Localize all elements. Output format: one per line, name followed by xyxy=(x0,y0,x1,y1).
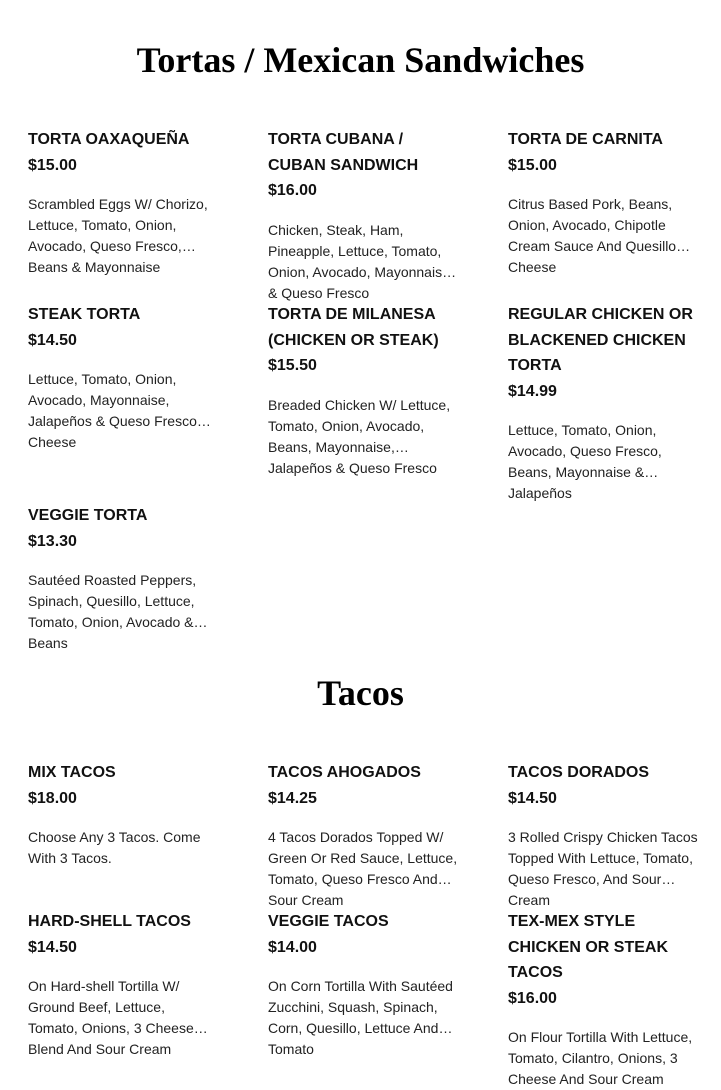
menu-item-regular-chicken-torta[interactable] xyxy=(508,302,698,502)
menu-item-tex-mex-tacos[interactable] xyxy=(508,909,698,1090)
menu-item-veggie-torta[interactable] xyxy=(28,503,218,652)
section-title-tortas: Tortas / Mexican Sandwiches xyxy=(136,40,585,80)
menu-item-price: $14.99 xyxy=(508,382,557,400)
section-title-tacos: Tacos xyxy=(317,673,404,713)
menu-item-torta-cubana[interactable] xyxy=(268,127,458,301)
menu-item-name: TORTA DE MILANESA (CHICKEN OR STEAK) xyxy=(268,306,439,349)
menu-item-description: On Hard-shell Tortilla W/ Ground Beef, Lettuce, Tomato, Onions, 3 Cheese Blend And Sour Cream xyxy=(28,978,194,1058)
menu-item-price: $14.25 xyxy=(268,789,317,807)
menu-item-description: Choose Any 3 Tacos. Come With 3 Tacos. xyxy=(28,829,201,867)
menu-item-veggie-tacos[interactable] xyxy=(268,909,458,1058)
menu-item-price: $16.00 xyxy=(508,989,557,1007)
menu-item-price: $16.00 xyxy=(268,182,317,200)
menu-item-hard-shell-tacos[interactable] xyxy=(28,909,218,1058)
menu-item-description: Scrambled Eggs W/ Chorizo, Lettuce, Tomato, Onion, Avocado, Queso Fresco, Beans & Mayonnaise xyxy=(28,196,208,276)
menu-item-name: TORTA OAXAQUEÑA xyxy=(28,131,190,148)
menu-item-price: $14.50 xyxy=(508,789,557,807)
menu-item-price: $14.00 xyxy=(268,938,317,956)
menu-item-description: 4 Tacos Dorados Topped W/ Green Or Red Sauce, Lettuce, Tomato, Queso Fresco And Sour Cream xyxy=(268,829,458,909)
menu-item-price: $15.50 xyxy=(268,357,317,375)
menu-item-description: Sautéed Roasted Peppers, Spinach, Quesillo, Lettuce, Tomato, Onion, Avocado & Beans xyxy=(28,572,197,652)
menu-item-name: TACOS AHOGADOS xyxy=(268,764,421,781)
menu-item-name: VEGGIE TACOS xyxy=(268,913,389,930)
menu-item-name: TORTA DE CARNITA xyxy=(508,131,663,148)
menu-item-name: STEAK TORTA xyxy=(28,306,141,323)
menu-item-name: MIX TACOS xyxy=(28,764,116,781)
menu-item-description: Lettuce, Tomato, Onion, Avocado, Mayonnaise, Jalapeños & Queso Fresco Cheese xyxy=(28,371,197,451)
menu-item-torta-oaxaquena[interactable] xyxy=(28,127,218,276)
menu-item-name: VEGGIE TORTA xyxy=(28,507,148,524)
menu-item-price: $14.50 xyxy=(28,331,77,349)
menu-item-torta-de-carnita[interactable] xyxy=(508,127,698,276)
menu-item-steak-torta[interactable] xyxy=(28,302,218,451)
menu-item-description: 3 Rolled Crispy Chicken Tacos Topped With Lettuce, Tomato, Queso Fresco, And Sour Cream xyxy=(508,829,698,909)
menu-item-name: HARD-SHELL TACOS xyxy=(28,913,191,930)
menu-item-price: $15.00 xyxy=(508,156,557,174)
menu-item-description: Lettuce, Tomato, Onion, Avocado, Queso Fresco, Beans, Mayonnaise & Jalapeños xyxy=(508,422,662,502)
menu-item-description: On Corn Tortilla With Sautéed Zucchini, Squash, Spinach, Corn, Quesillo, Lettuce And Tomato xyxy=(268,978,453,1058)
menu-item-description: Citrus Based Pork, Beans, Onion, Avocado, Chipotle Cream Sauce And Quesillo Cheese xyxy=(508,196,677,276)
menu-item-description: Chicken, Steak, Ham, Pineapple, Lettuce, Tomato, Onion, Avocado, Mayonnaise & Queso Fresco xyxy=(268,221,450,301)
menu-item-price: $14.50 xyxy=(28,938,77,956)
menu-item-price: $13.30 xyxy=(28,532,77,550)
menu-item-price: $18.00 xyxy=(28,789,77,807)
menu-item-description: Breaded Chicken W/ Lettuce, Tomato, Onion, Avocado, Beans, Mayonnaise, Jalapeños & Queso Fresco xyxy=(268,396,451,476)
menu-item-description: On Flour Tortilla With Lettuce, Tomato, Cilantro, Onions, 3 Cheese And Sour Cream xyxy=(508,1029,693,1088)
menu-item-name: TACOS DORADOS xyxy=(508,764,650,781)
menu-item-torta-de-milanesa[interactable] xyxy=(268,302,458,476)
menu-item-tacos-dorados[interactable] xyxy=(508,760,698,909)
menu-item-name: TORTA CUBANA / CUBAN SANDWICH xyxy=(268,131,419,174)
menu-item-name: REGULAR CHICKEN OR BLACKENED CHICKEN TORTA xyxy=(508,306,693,375)
menu-item-name: TEX-MEX STYLE CHICKEN OR STEAK TACOS xyxy=(508,913,669,982)
menu-item-mix-tacos[interactable] xyxy=(28,760,218,869)
menu-item-tacos-ahogados[interactable] xyxy=(268,760,458,909)
menu-item-price: $15.00 xyxy=(28,156,77,174)
